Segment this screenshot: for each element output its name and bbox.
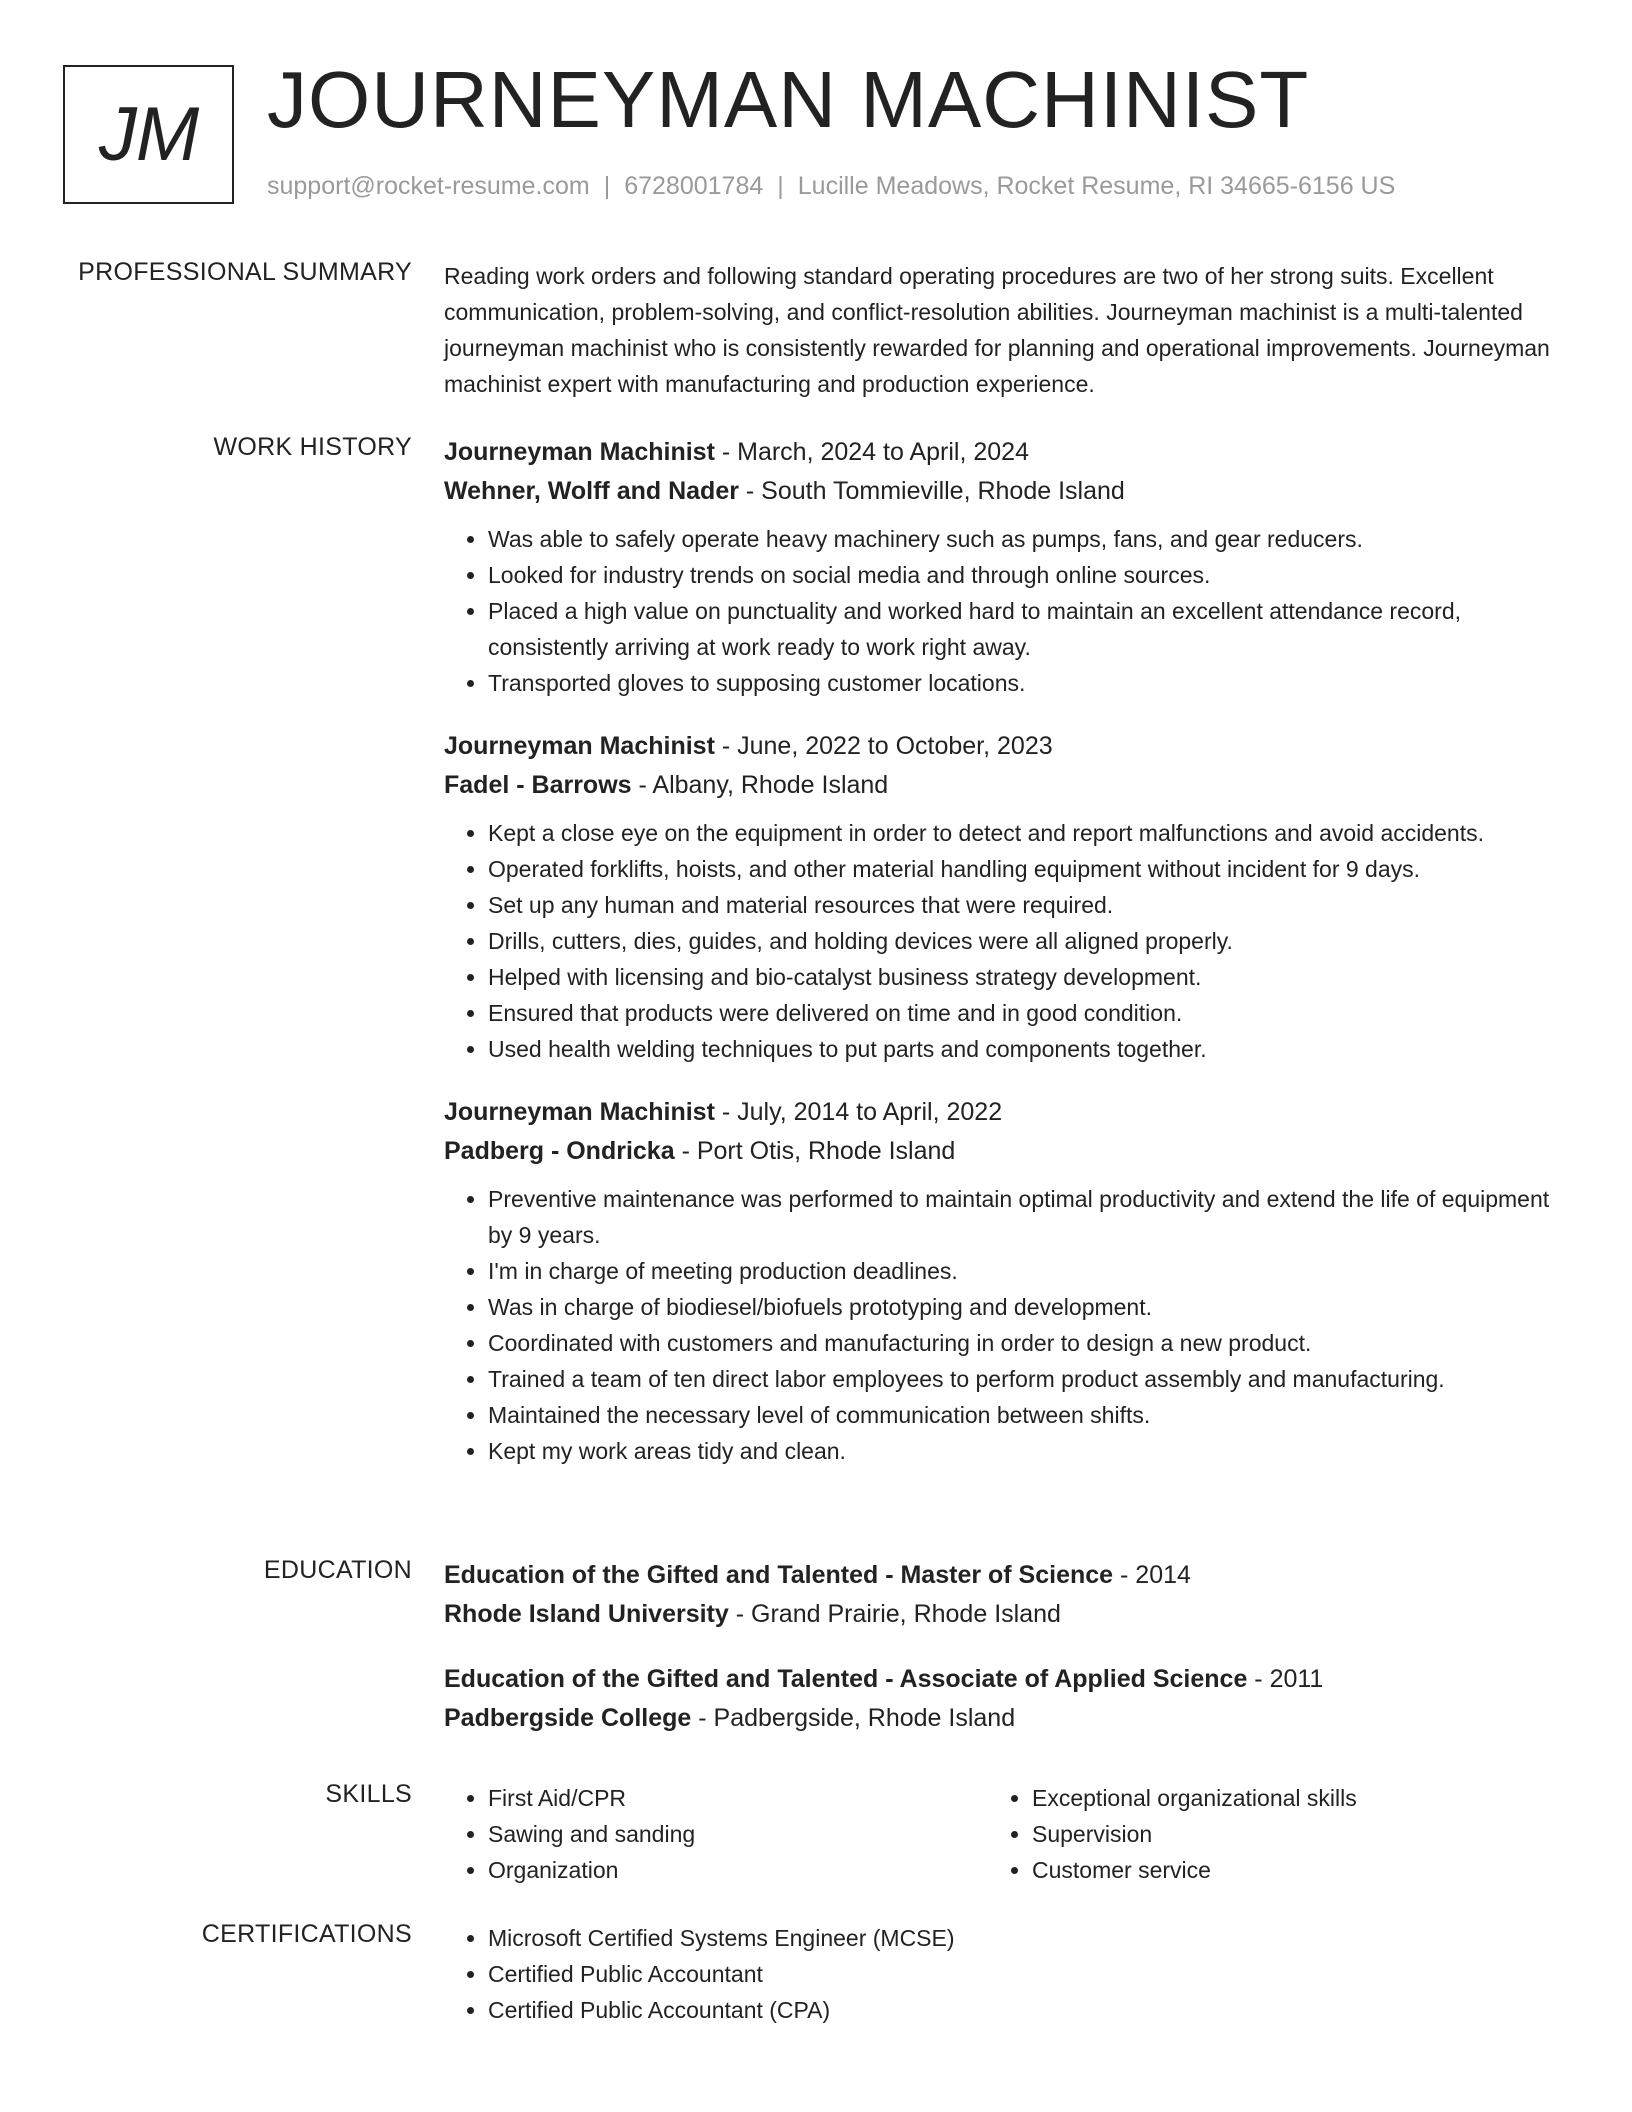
school-line [444, 1595, 1554, 1634]
certifications-list [444, 1920, 1554, 2028]
job-title: Journeyman Machinist [444, 732, 715, 760]
contact-address: Lucille Meadows, Rocket Resume, RI 34665-6156 US [797, 172, 1396, 200]
job-entry [444, 433, 1554, 701]
school: Padbergside College [444, 1704, 692, 1732]
school: Rhode Island University [444, 1600, 729, 1628]
job-entry [444, 727, 1554, 1067]
separator: | [777, 172, 784, 200]
skills-grid [444, 1780, 1554, 1888]
skill-item: • Sawing and sanding [488, 1816, 988, 1852]
job-bullet: • Operated forklifts, hoists, and other material handling equipment without incident for 9 days. [488, 851, 1554, 887]
degree-line [444, 1556, 1554, 1595]
section-label-certifications: CERTIFICATIONS [201, 1920, 412, 1948]
job-title-line [444, 1093, 1554, 1132]
skill-item: • Organization [488, 1852, 988, 1888]
job-bullet: • Preventive maintenance was performed to maintain optimal productivity and extend the life of equipment by 9 years. [488, 1181, 1554, 1253]
job-bullet: • Coordinated with customers and manufacturing in order to design a new product. [488, 1325, 1554, 1361]
job-company: Fadel - Barrows [444, 771, 632, 799]
job-company-line [444, 472, 1554, 511]
job-dates: - June, 2022 to October, 2023 [714, 732, 1053, 760]
job-bullet: • Set up any human and material resources that were required. [488, 887, 1554, 923]
section-label-work-history: WORK HISTORY [213, 433, 412, 461]
job-bullet: • I'm in charge of meeting production deadlines. [488, 1253, 1554, 1289]
job-company-line [444, 1132, 1554, 1171]
job-company: Padberg - Ondricka [444, 1137, 675, 1165]
job-company-line [444, 766, 1554, 805]
skills-body [444, 1780, 1554, 1888]
job-bullet: • Was able to safely operate heavy machinery such as pumps, fans, and gear reducers. [488, 521, 1554, 557]
job-bullet: • Placed a high value on punctuality and worked hard to maintain an excellent attendance record, consistently arriving at work ready to work right away. [488, 593, 1554, 665]
school-line [444, 1699, 1554, 1738]
certification-item: • Certified Public Accountant (CPA) [488, 1992, 1554, 2028]
job-bullets [444, 521, 1554, 701]
job-company: Wehner, Wolff and Nader [444, 477, 739, 505]
summary-body [444, 258, 1554, 402]
education-entry [444, 1660, 1554, 1738]
degree: Education of the Gifted and Talented - Master of Science [444, 1561, 1114, 1589]
skills-column-left [444, 1780, 988, 1888]
job-bullet: • Ensured that products were delivered on time and in good condition. [488, 995, 1554, 1031]
skill-item: • Exceptional organizational skills [1032, 1780, 1532, 1816]
contact-line [267, 172, 1395, 201]
certification-item: • Microsoft Certified Systems Engineer (MCSE) [488, 1920, 1554, 1956]
job-bullets [444, 815, 1554, 1067]
job-entry [444, 1093, 1554, 1469]
job-bullet: • Was in charge of biodiesel/biofuels prototyping and development. [488, 1289, 1554, 1325]
skills-column-right [988, 1780, 1532, 1888]
job-bullets [444, 1181, 1554, 1469]
job-location: - Port Otis, Rhode Island [674, 1137, 956, 1165]
summary-text: Reading work orders and following standard operating procedures are two of her strong suits. Excellent communication, problem-solving, and conflict-resolution abilities. Journeyman machinist is a multi-talented journeyman machinist who is consistently rewarded for planning and operational improvements. Journeyman machinist expert with manufacturing and production experience. [444, 263, 1550, 397]
section-label-summary: PROFESSIONAL SUMMARY [78, 258, 412, 286]
school-location: - Padbergside, Rhode Island [691, 1704, 1016, 1732]
section-label-skills: SKILLS [325, 1780, 412, 1808]
job-bullet: • Transported gloves to supposing customer locations. [488, 665, 1554, 701]
job-bullet: • Kept my work areas tidy and clean. [488, 1433, 1554, 1469]
job-bullet: • Kept a close eye on the equipment in order to detect and report malfunctions and avoid accidents. [488, 815, 1554, 851]
section-label-education: EDUCATION [263, 1556, 412, 1584]
education-entry [444, 1556, 1554, 1634]
skill-item: • Supervision [1032, 1816, 1532, 1852]
job-title: Journeyman Machinist [444, 438, 715, 466]
job-bullet: • Looked for industry trends on social media and through online sources. [488, 557, 1554, 593]
work-history-body [444, 433, 1554, 1495]
education-body [444, 1556, 1554, 1764]
resume-title: JOURNEYMAN MACHINIST [267, 55, 1310, 144]
separator: | [603, 172, 611, 200]
certifications-body [444, 1920, 1554, 2028]
skill-item: • Customer service [1032, 1852, 1532, 1888]
school-location: - Grand Prairie, Rhode Island [728, 1600, 1061, 1628]
job-title-line [444, 727, 1554, 766]
job-dates: - March, 2024 to April, 2024 [714, 438, 1029, 466]
job-bullet: • Drills, cutters, dies, guides, and holding devices were all aligned properly. [488, 923, 1554, 959]
job-title: Journeyman Machinist [444, 1098, 715, 1126]
degree-line [444, 1660, 1554, 1699]
contact-phone[interactable]: 6728001784 [624, 172, 764, 200]
job-bullet: • Maintained the necessary level of communication between shifts. [488, 1397, 1554, 1433]
skill-item: • First Aid/CPR [488, 1780, 988, 1816]
degree: Education of the Gifted and Talented - Associate of Applied Science [444, 1665, 1248, 1693]
job-title-line [444, 433, 1554, 472]
certification-item: • Certified Public Accountant [488, 1956, 1554, 1992]
job-bullet: • Used health welding techniques to put parts and components together. [488, 1031, 1554, 1067]
monogram-logo: JM [63, 65, 234, 204]
job-location: - South Tommieville, Rhode Island [738, 477, 1125, 505]
degree-year: - 2014 [1113, 1561, 1191, 1589]
contact-email[interactable]: support@rocket-resume.com [267, 172, 590, 200]
job-location: - Albany, Rhode Island [631, 771, 889, 799]
job-bullet: • Trained a team of ten direct labor employees to perform product assembly and manufacturing. [488, 1361, 1554, 1397]
degree-year: - 2011 [1247, 1665, 1324, 1693]
job-bullet: • Helped with licensing and bio-catalyst business strategy development. [488, 959, 1554, 995]
job-dates: - July, 2014 to April, 2022 [714, 1098, 1003, 1126]
